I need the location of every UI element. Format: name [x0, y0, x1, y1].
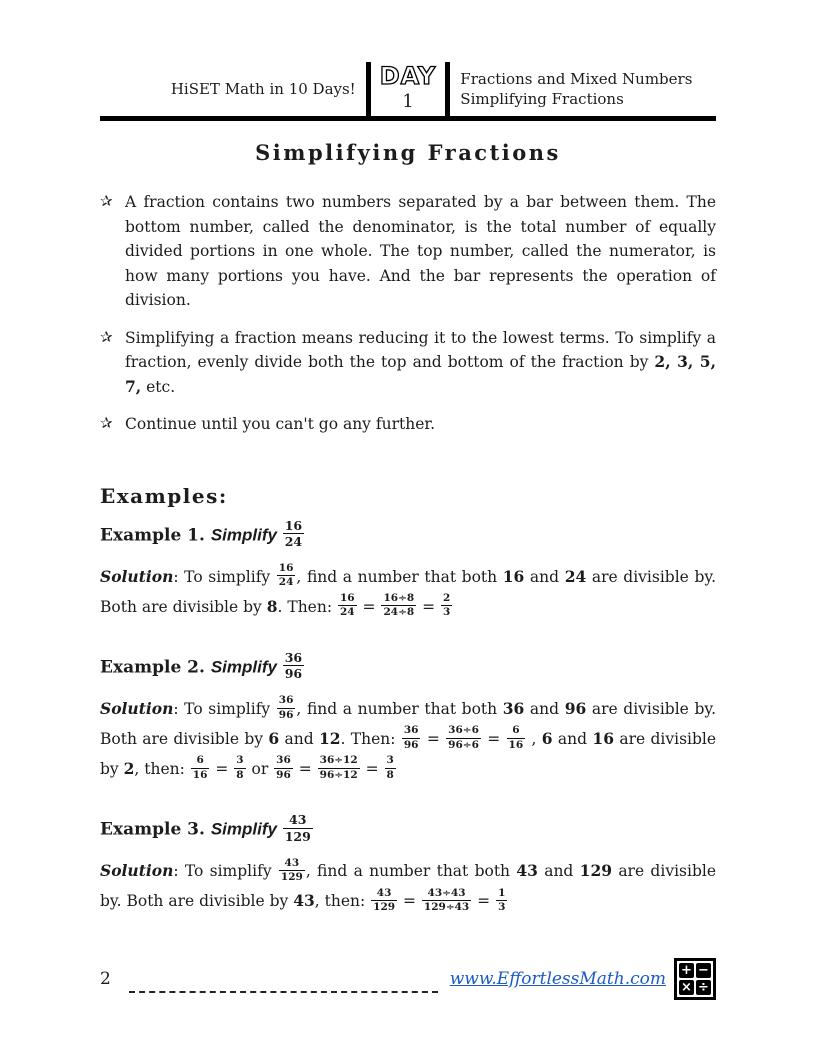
text-run: . Then: — [340, 730, 401, 748]
text-run: 36 — [502, 699, 525, 718]
star-bullet-icon: ✰ — [100, 414, 113, 432]
text-run: are divisible by. Both are divisible by — [100, 862, 716, 911]
text-run: Solution — [100, 699, 174, 718]
page-header — [100, 62, 716, 121]
divide-icon: ÷ — [696, 980, 711, 995]
fraction: $\frac{36}{96}$ — [278, 694, 294, 721]
text-run: and — [524, 567, 565, 586]
text-run: 8 — [266, 596, 278, 616]
text-run: = — [481, 730, 506, 748]
math-operations-logo-icon — [674, 958, 716, 1000]
text-run: or — [246, 760, 274, 778]
effortlessmath-link[interactable]: www.EffortlessMath.com — [449, 969, 666, 989]
chapter-title: Fractions and Mixed Numbers — [460, 70, 693, 88]
fraction: $\frac{16\div 8}{24\div 8}$ — [383, 592, 415, 619]
fraction: $\frac{3}{8}$ — [236, 754, 244, 781]
book-title: HiSET Math in 10 Days! — [170, 80, 356, 98]
example-solution — [100, 856, 716, 916]
examples-heading: Examples: — [100, 483, 228, 508]
header-rule — [100, 116, 716, 121]
fraction: $\frac{1}{3}$ — [498, 886, 506, 913]
text-run: are divisible by. Both are divisible by — [100, 700, 716, 748]
day-number: 1 — [402, 91, 414, 112]
example-solution — [100, 694, 716, 784]
fraction: $\frac{16}{24}$ — [278, 562, 294, 589]
example-heading — [100, 517, 716, 552]
text-run: = — [417, 597, 441, 616]
bullet-item — [100, 326, 716, 400]
text-run: = — [360, 760, 384, 778]
plus-icon: + — [679, 963, 694, 978]
multiply-icon: × — [679, 980, 694, 995]
text-run: 43 — [293, 891, 315, 911]
text-run: = — [210, 760, 234, 778]
text-run: Example 2. — [100, 657, 211, 678]
fraction: $\frac{3}{8}$ — [386, 754, 394, 781]
header-row — [100, 62, 716, 116]
fraction: $\frac{36}{96}$ — [284, 649, 303, 682]
text-run: 6 — [268, 729, 280, 748]
text-run: 43 — [516, 861, 538, 881]
text-run: Simplify — [210, 525, 282, 545]
text-run: Simplifying a fraction means reducing it to the lowest terms. To simplify a fraction, evenly divide both the top and bottom of the fraction by — [125, 328, 716, 371]
text-run: : To simplify — [173, 567, 276, 586]
text-run: : To simplify — [173, 700, 276, 718]
text-run: = — [293, 760, 317, 778]
text-run: are divisible by — [100, 730, 717, 778]
page-title: Simplifying Fractions — [255, 140, 561, 165]
text-run: : To simplify — [173, 862, 278, 881]
bullet-item — [100, 412, 716, 437]
text-run: , find a number that both — [296, 567, 503, 586]
fraction: $\frac{16}{24}$ — [339, 592, 355, 619]
example-block-1 — [100, 517, 716, 622]
star-bullet-icon: ✰ — [100, 327, 113, 346]
fraction: $\frac{43}{129}$ — [284, 812, 311, 844]
footer-dashed-line — [129, 991, 438, 993]
page-footer — [100, 958, 716, 1000]
fraction: $\frac{36\div 6}{96\div 6}$ — [448, 724, 479, 751]
text-run: are divisible by. Both are divisible by — [100, 567, 716, 616]
text-run: A fraction contains two numbers separated by a bar between them. The bottom number, called the denominator, is the total number of equally divided portions in one whole. The top number, called the numerator, is how many portions you have. And the bar represents the operation of division. — [125, 193, 716, 309]
text-run: = — [357, 597, 381, 616]
text-run: 2 — [123, 759, 135, 778]
bullet-text — [125, 326, 716, 400]
day-badge — [366, 62, 451, 116]
fraction: $\frac{36}{96}$ — [403, 724, 419, 751]
fraction: $\frac{6}{16}$ — [508, 724, 524, 751]
example-solution — [100, 562, 716, 622]
text-run: , then: — [314, 892, 371, 911]
text-run: = — [398, 892, 421, 911]
bullet-text — [125, 190, 716, 313]
page-number: 2 — [100, 969, 111, 989]
star-bullet-icon: ✰ — [100, 192, 113, 210]
example-block-3 — [100, 814, 716, 916]
text-run: Solution — [100, 566, 174, 586]
text-run: , then: — [134, 760, 190, 778]
fraction: $\frac{36}{96}$ — [276, 754, 291, 781]
text-run: , — [526, 730, 542, 748]
text-run: Solution — [100, 861, 174, 881]
bullet-list — [100, 190, 716, 450]
text-run: = — [472, 892, 496, 911]
bullet-text — [125, 412, 716, 437]
example-heading — [100, 814, 716, 846]
text-run: Example 1. — [100, 525, 211, 546]
text-run: , find a number that both — [296, 700, 503, 718]
fraction: $\frac{43}{129}$ — [280, 856, 303, 883]
fraction: $\frac{43}{129}$ — [373, 886, 396, 913]
text-run: 24 — [564, 566, 587, 586]
text-run: = — [421, 730, 446, 748]
text-run: , find a number that both — [305, 862, 517, 881]
text-run: and — [279, 730, 319, 748]
text-run: 96 — [564, 699, 587, 718]
text-run: 16 — [502, 566, 525, 586]
fraction: $\frac{36\div 12}{96\div 12}$ — [319, 754, 358, 781]
example-block-2 — [100, 649, 717, 784]
text-run: 129 — [579, 861, 613, 881]
text-run: and — [537, 862, 580, 881]
text-run: . Then: — [277, 597, 337, 616]
text-run: and — [524, 700, 565, 718]
fraction: $\frac{2}{3}$ — [443, 592, 451, 619]
bullet-item — [100, 190, 716, 313]
fraction: $\frac{16}{24}$ — [284, 517, 303, 550]
text-run: etc. — [141, 377, 176, 396]
fraction: $\frac{6}{16}$ — [192, 754, 208, 781]
fraction: $\frac{43\div 43}{129\div 43}$ — [423, 886, 470, 913]
text-run: 16 — [592, 729, 614, 748]
day-label: DAY — [379, 62, 437, 90]
text-run: and — [552, 730, 593, 748]
text-run: Simplify — [210, 819, 282, 839]
section-title: Simplifying Fractions — [460, 90, 624, 108]
text-run: Simplify — [210, 657, 282, 677]
text-run: Example 3. — [100, 819, 211, 840]
text-run: 2, 3, 5, 7, — [125, 352, 716, 396]
text-run: 6 — [541, 729, 553, 748]
header-topics — [450, 69, 716, 109]
text-run: Continue until you can't go any further. — [125, 415, 436, 433]
text-run: 12 — [318, 729, 341, 748]
minus-icon: − — [696, 963, 711, 978]
example-heading — [100, 649, 716, 684]
